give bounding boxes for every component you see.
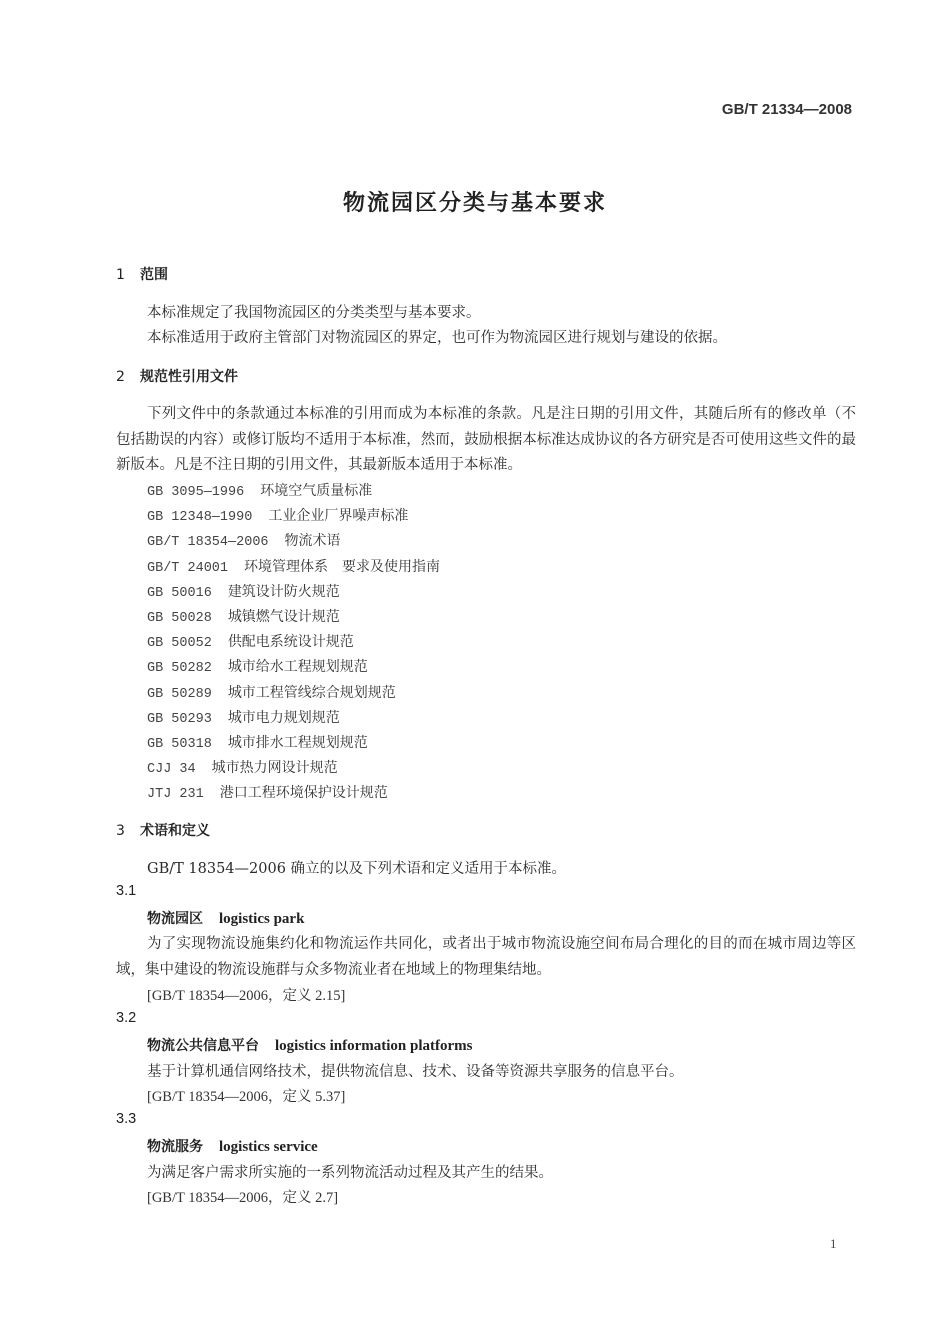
reference-code: CJJ 34 [147,762,196,777]
document-title: 物流园区分类与基本要求 [342,191,607,216]
term-heading [147,1136,318,1156]
term-number: 3.3 [116,1111,137,1127]
reference-item [147,505,408,525]
term-source: [GB/T 18354—2006，定义 2.7] [147,1190,339,1206]
reference-title: 物流术语 [284,533,341,549]
section-number: 2 [116,369,125,385]
reference-code: GB 50052 [147,636,212,651]
reference-item [147,480,372,500]
reference-title: 城市给水工程规划规范 [227,659,368,675]
term-source: [GB/T 18354—2006，定义 5.37] [147,1089,346,1105]
term-definition: 为了实现物流设施集约化和物流运作共同化，或者出于城市物流设施空间布局合理化的目的而在城市周边等区域，集中建设的物流设施群与众多物流业者在地域上的物理集结地。 [116,936,856,978]
reference-title: 建筑设计防火规范 [227,584,340,600]
reference-item [147,530,341,550]
reference-code: GB/T 18354—2006 [147,535,269,550]
reference-title: 城市电力规划规范 [227,710,340,726]
section-title: 术语和定义 [140,823,210,839]
reference-title: 环境管理体系 要求及使用指南 [244,559,441,575]
term-number: 3.2 [116,1010,137,1026]
standard-code: GB/T 21334—2008 [721,101,852,118]
reference-item [147,707,340,727]
reference-title: 港口工程环境保护设计规范 [219,785,388,801]
term-source: [GB/T 18354—2006，定义 2.15] [147,988,346,1004]
section-number: 1 [116,267,125,283]
reference-code: GB 50016 [147,586,212,601]
term-definition: 基于计算机通信网络技术，提供物流信息、技术、设备等资源共享服务的信息平台。 [147,1064,684,1080]
reference-code: GB/T 24001 [147,561,229,576]
reference-title: 城镇燃气设计规范 [227,609,340,625]
reference-code: GB 50293 [147,712,212,727]
term-english: logistics information platforms [275,1038,473,1054]
reference-code: JTJ 231 [147,787,204,802]
scope-paragraph: 本标准适用于政府主管部门对物流园区的界定，也可作为物流园区进行规划与建设的依据。 [147,330,727,346]
reference-code: GB 50289 [147,687,212,702]
reference-code: GB 50028 [147,611,212,626]
section-1-heading [116,264,168,284]
reference-item [147,581,340,601]
term-heading [147,1035,472,1055]
term-english: logistics park [219,911,305,927]
terms-intro: GB/T 18354—2006 确立的以及下列术语和定义适用于本标准。 [147,861,567,877]
reference-item [147,631,354,651]
reference-title: 城市热力网设计规范 [211,760,338,776]
reference-title: 供配电系统设计规范 [227,634,354,650]
reference-item [147,782,388,802]
normative-references-intro: 下列文件中的条款通过本标准的引用而成为本标准的条款。凡是注日期的引用文件，其随后所有的修改单（不包括勘误的内容）或修订版均不适用于本标准，然而，鼓励根据本标准达成协议的各方研究是否可使用这些文件的最新版本。凡是不注日期的引用文件，其最新版本适用于本标准。 [116,406,856,473]
reference-title: 城市排水工程规划规范 [227,735,368,751]
scope-paragraph: 本标准规定了我国物流园区的分类类型与基本要求。 [147,305,481,321]
section-number: 3 [116,823,125,839]
term-english: logistics service [219,1139,318,1155]
reference-code: GB 12348—1990 [147,510,253,525]
reference-item [147,682,396,702]
term-definition: 为满足客户需求所实施的一系列物流活动过程及其产生的结果。 [147,1165,553,1181]
reference-title: 城市工程管线综合规划规范 [227,685,396,701]
reference-item [147,656,368,676]
reference-code: GB 50318 [147,737,212,752]
term-chinese: 物流公共信息平台 [147,1038,259,1054]
section-title: 范围 [140,267,168,283]
page-number: 1 [830,1236,837,1251]
section-title: 规范性引用文件 [140,369,238,385]
reference-code: GB 3095—1996 [147,485,245,500]
reference-item [147,757,338,777]
term-chinese: 物流服务 [147,1139,203,1155]
term-chinese: 物流园区 [147,911,203,927]
reference-item [147,732,368,752]
term-heading [147,908,304,928]
section-3-heading [116,820,210,840]
section-2-heading [116,366,238,386]
reference-item [147,556,440,576]
reference-item [147,606,340,626]
reference-title: 环境空气质量标准 [260,483,373,499]
reference-code: GB 50282 [147,661,212,676]
term-number: 3.1 [116,883,137,899]
reference-title: 工业企业厂界噪声标准 [268,508,409,524]
